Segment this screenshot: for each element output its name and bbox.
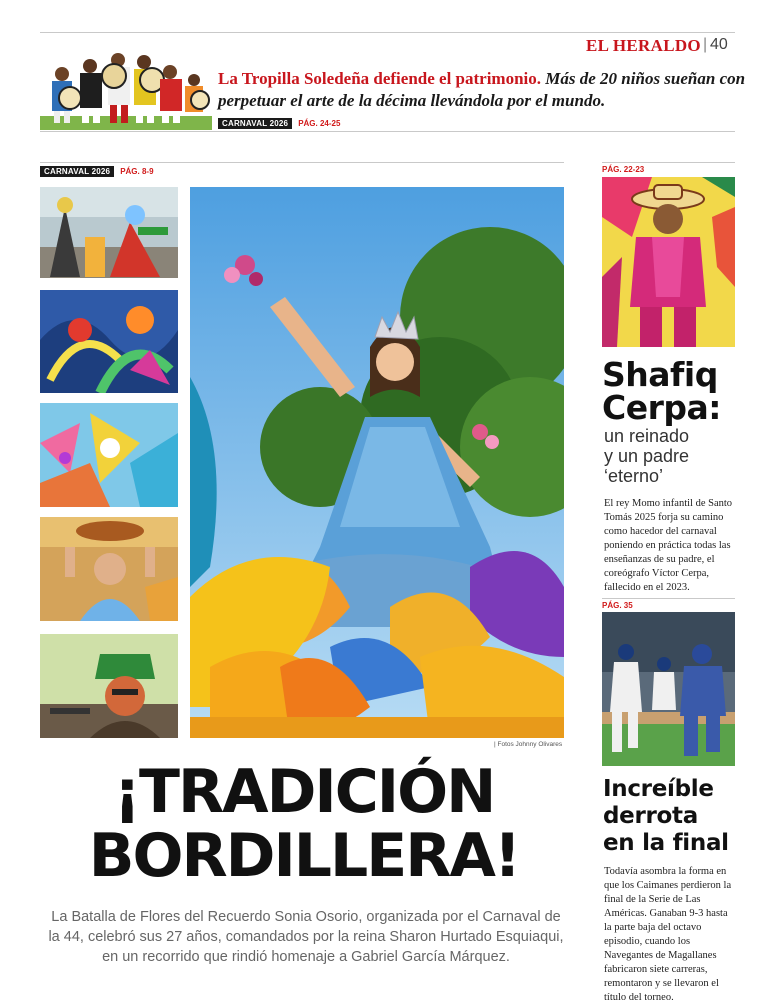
masthead-separator: | (703, 36, 708, 53)
side1-subtitle-line-3: ‘eterno’ (604, 466, 664, 486)
side2-top-rule (602, 598, 735, 599)
teaser-photo[interactable] (40, 46, 212, 130)
headline-line-1: ¡TRADICIÓN (113, 757, 495, 827)
side1-subtitle-line-2: y un padre (604, 446, 690, 466)
side2-body: Todavía asombra la forma en que los Caimanes perdieron la final de la Serie de Las Américas. Ganaban 9-3 hasta la parte baja del octavo episodio, cuando los Navegantes de Magallanes fabricaron siete carreras, remontaron y se llevaron el título del torneo. (604, 866, 732, 1003)
main-top-rule (40, 162, 564, 163)
thumb-photo-4[interactable] (40, 517, 178, 621)
teaser-page-ref[interactable]: PÁG. 24-25 (298, 119, 341, 128)
side2-page-ref[interactable]: PÁG. 35 (602, 601, 633, 610)
side2-title-line-2: derrota (603, 803, 698, 829)
side1-photo-boy[interactable] (602, 177, 735, 347)
thumb-photo-5[interactable] (40, 634, 178, 738)
side1-title-line-2: Cerpa: (602, 388, 721, 427)
main-kicker (40, 166, 154, 177)
main-photo-queen[interactable] (190, 187, 564, 738)
side1-page-ref[interactable]: PÁG. 22-23 (602, 165, 645, 174)
main-tag: CARNAVAL 2026 (40, 166, 114, 177)
headline-line-2: BORDILLERA! (88, 821, 520, 891)
page-number: 40 (710, 36, 728, 53)
main-summary: La Batalla de Flores del Recuerdo Sonia Osorio, organizada por el Carnaval de la 44, celebró sus 27 años, comandados por la reina Sharon Hurtado Esquiaqui, en un recorrido que rindió homenaje a Gabriel García Márquez. (48, 909, 564, 965)
side2-title[interactable] (603, 776, 729, 857)
side1-subtitle-line-1: un reinado (604, 426, 690, 446)
teaser-bottom-rule (40, 131, 735, 132)
top-rule (40, 32, 735, 33)
side2-kicker (602, 601, 633, 610)
side1-body: El rey Momo infantil de Santo Tomás 2025 forja su camino como hacedor del carnaval poniendo en práctica todas las enseñanzas de su padre, el coreógrafo Víctor Cerpa, fallecido en el 2023. (604, 498, 733, 593)
side2-title-line-1: Increíble (603, 776, 714, 802)
teaser-text[interactable] (218, 68, 748, 112)
thumb-photo-2[interactable] (40, 290, 178, 393)
side1-kicker (602, 165, 644, 174)
teaser-kicker (218, 118, 340, 129)
side1-subtitle (604, 426, 689, 486)
teaser-tag: CARNAVAL 2026 (218, 118, 292, 129)
thumb-photo-3[interactable] (40, 403, 178, 507)
teaser-lead: La Tropilla Soledeña defiende el patrimonio. (218, 69, 542, 88)
photo-credit: | Fotos Johnny Olivares (494, 741, 563, 748)
brand-logo: EL HERALDO (586, 36, 701, 55)
thumb-photo-1[interactable] (40, 187, 178, 278)
side1-title-line-1: Shafiq (602, 355, 718, 394)
teaser-body: Más de 20 niños sueñan con perpetuar el arte de la décima llevándola por el mundo. (218, 69, 746, 110)
side1-title[interactable] (602, 355, 721, 427)
main-headline[interactable] (44, 757, 564, 891)
side1-top-rule (602, 162, 735, 163)
side2-photo-baseball[interactable] (602, 612, 735, 766)
main-page-ref[interactable]: PÁG. 8-9 (120, 167, 154, 176)
side2-title-line-3: en la final (603, 830, 729, 856)
